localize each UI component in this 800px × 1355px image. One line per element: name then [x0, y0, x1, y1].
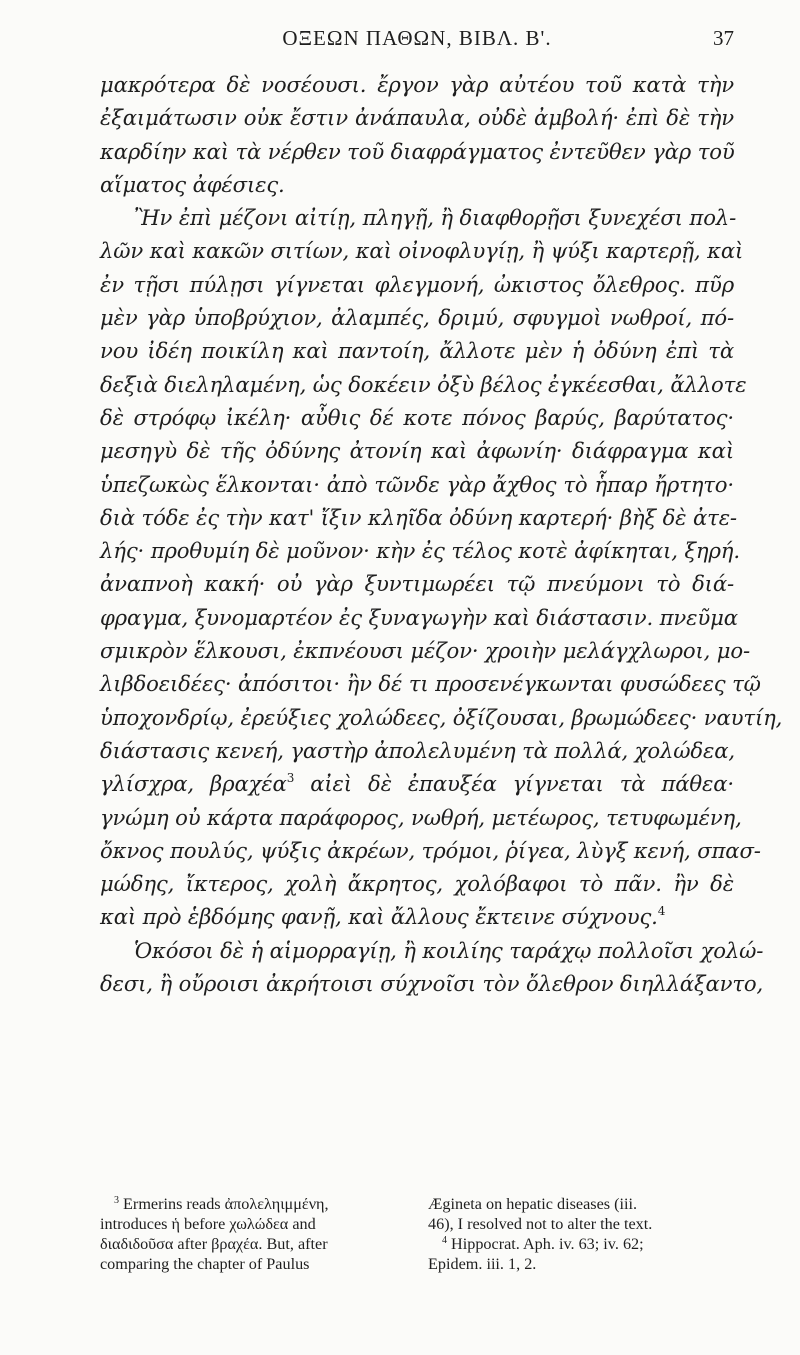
running-title: ΟΞΕΩΝ ΠΑΘΩΝ, ΒΙΒΛ. Β'. [282, 26, 552, 50]
text-line: δὲ στρόφῳ ἰκέλη· αὖθις δέ κοτε πόνος βαρύς, βαρύτατος· [100, 404, 734, 430]
text-line: καρδίην καὶ τὰ νέρθεν τοῦ διαφράγματος ἐντεῦθεν γὰρ τοῦ [100, 138, 735, 164]
text-line: μώδης, ἴκτερος, χολὴ ἄκρητος, χολόβαφοι τὸ πᾶν. ἢν δὲ [100, 871, 734, 897]
text-line: λιβδοειδέες· ἀπόσιτοι· ἢν δέ τι προσενέγκωνται φυσώδεες τῷ [100, 671, 761, 697]
footnote-line: $^4$ Hippocrat. Aph. iv. 63; iv. 62; [442, 1235, 644, 1253]
text-line: μακρότερα δὲ νοσέουσι. ἔργον γὰρ αὐτέου τοῦ κατὰ τὴν [100, 72, 734, 97]
text-line: ὑπεζωκὼς ἕλκονται· ἀπὸ τῶνδε γὰρ ἄχθος τὸ ἧπαρ ἤρτητο· [100, 471, 734, 497]
text-line: λῶν καὶ κακῶν σιτίων, καὶ οἰνοφλυγίῃ, ἢ ψύξι καρτερῇ, καὶ [100, 238, 744, 264]
footnote-line: Ægineta on hepatic diseases (iii. [428, 1195, 638, 1213]
text-line: μεσηγὺ δὲ τῆς ὀδύνης ἀτονίη καὶ ἀφωνίη· διάφραγμα καὶ [100, 438, 734, 464]
text-line: λής· προθυμίη δὲ μοῦνον· κὴν ἐς τέλος κοτὲ ἀφίκηται, ξηρή. [100, 538, 740, 564]
footnotes-right-column [428, 1194, 740, 1274]
footnote-line: Epidem. iii. 1, 2. [428, 1255, 537, 1273]
text-line: μὲν γὰρ ὑποβρύχιον, ἀλαμπές, δριμύ, σφυγμοὶ νωθροί, πό- [100, 305, 734, 331]
text-line: αἵματος ἀφέσιες. [100, 171, 285, 197]
text-line: ὄκνος πουλύς, ψύξις ἀκρέων, τρόμοι, ῥίγεα, λὺγξ κενή, σπασ- [100, 837, 761, 863]
main-text [100, 68, 783, 1000]
text-line: διὰ τόδε ἐς τὴν κατ' ἴξιν κληῖδα ὀδύνη καρτερή· βὴξ δὲ ἀτε- [100, 504, 737, 530]
footnote-marker: 4 [657, 904, 666, 919]
text-line: φραγμα, ξυνομαρτέον ἐς ξυναγωγὴν καὶ διάστασιν. πνεῦμα [100, 604, 738, 630]
text-line: δεξιὰ διεληλαμένη, ὡς δοκέειν ὀξὺ βέλος ἐγκέεσθαι, ἄλλοτε [100, 371, 747, 397]
footnotes-left-column [100, 1194, 412, 1274]
footnote-line: introduces ἡ before χωλώδεα and [100, 1215, 316, 1233]
text-line: ὑποχονδρίῳ, ἐρεύξιες χολώδεες, ὀξίζουσαι, βρωμώδεες· ναυτίη, [100, 704, 783, 730]
text-line: γνώμη οὐ κάρτα παράφορος, νωθρή, μετέωρος, τετυφωμένη, [100, 804, 742, 830]
footnote-marker: 3 [286, 771, 295, 786]
text-line: δεσι, ἢ οὔροισι ἀκρήτοισι σύχνοῖσι τὸν ὄλεθρον διηλλάξαντο, [100, 971, 764, 997]
footnote-line: 46), I resolved not to alter the text. [428, 1215, 653, 1233]
text-line: ἀναπνοὴ κακή· οὐ γὰρ ξυντιμωρέει τῷ πνεύμονι τὸ διά- [100, 571, 734, 597]
footnote-marker: 3 [114, 1195, 119, 1206]
footnote-line: comparing the chapter of Paulus [100, 1255, 310, 1273]
footnote-line: διαδιδοῦσα after βραχέα. But, after [100, 1235, 328, 1253]
text-line: Ἢν ἐπὶ μέζονι αἰτίῃ, πληγῇ, ἢ διαφθορῇσι ξυνεχέσι πολ- [134, 205, 737, 231]
footnote-line: $^3$ Ermerins reads ἀπολεληιμμένη, [114, 1195, 329, 1213]
text-line: καὶ πρὸ ἑβδόμης φανῇ, καὶ ἄλλους ἔκτεινε σύχνους.$^4$ [100, 904, 666, 930]
text-line: Ὁκόσοι δὲ ἡ αἱμορραγίῃ, ἢ κοιλίης ταράχῳ πολλοῖσι χολώ- [134, 937, 764, 963]
text-line: ἐν τῇσι πύλῃσι γίγνεται φλεγμονή, ὠκιστος ὄλεθρος. πῦρ [100, 271, 734, 297]
text-line: σμικρὸν ἕλκουσι, ἐκπνέουσι μέζον· χροιὴν μελάγχλωροι, μο- [100, 638, 751, 664]
text-line: διάστασις κενεή, γαστὴρ ἀπολελυμένη τὰ πολλά, χολώδεα, [100, 737, 735, 763]
text-line: νου ἰδέη ποικίλη καὶ παντοίη, ἄλλοτε μὲν ἡ ὀδύνη ἐπὶ τὰ [100, 338, 734, 364]
text-line: γλίσχρα, βραχέα$^3$ αἰεὶ δὲ ἐπαυξέα γίγνεται τὰ πάθεα· [100, 771, 735, 797]
running-header [100, 26, 734, 56]
page-number: 37 [713, 26, 734, 50]
text-line: ἐξαιμάτωσιν οὐκ ἔστιν ἀνάπαυλα, οὐδὲ ἀμβολή· ἐπὶ δὲ τὴν [100, 105, 734, 131]
footnote-marker: 4 [442, 1235, 447, 1246]
